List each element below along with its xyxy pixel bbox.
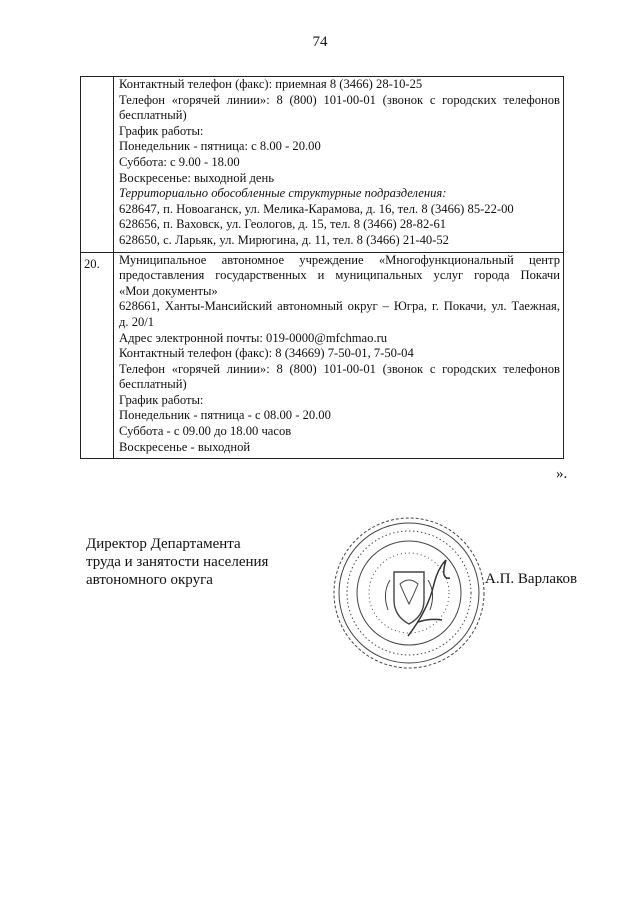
schedule-sunday: Воскресенье: выходной день — [119, 170, 274, 185]
subdivision-address: 628647, п. Новоаганск, ул. Мелика-Карамова, д. 16, тел. 8 (3466) 85-22-00 — [119, 201, 514, 216]
schedule-weekdays: Понедельник - пятница: с 8.00 - 20.00 — [119, 139, 321, 154]
schedule-heading: График работы: — [119, 392, 204, 407]
table-row — [81, 252, 564, 459]
address-line: 628661, Ханты-Мансийский автономный округ – Югра, г. Покачи, ул. Таежная, — [119, 299, 560, 314]
org-name-line: «Мои документы» — [119, 283, 218, 298]
contact-phone-line: Контактный телефон (факс): 8 (34669) 7-50-01, 7-50-04 — [119, 346, 414, 361]
subdivision-address: 628650, с. Ларьяк, ул. Мирюгина, д. 11, тел. 8 (3466) 21-40-52 — [119, 232, 449, 247]
signature-title-line: труда и занятости населения — [86, 554, 269, 570]
address-line: д. 20/1 — [119, 314, 155, 329]
contact-phone-line: Контактный телефон (факс): приемная 8 (3466) 28-10-25 — [119, 77, 423, 91]
page-number: 74 — [312, 34, 328, 50]
schedule-saturday: Суббота - с 09.00 до 18.00 часов — [119, 424, 292, 439]
organizations-table — [80, 76, 564, 459]
table-row — [81, 77, 564, 253]
org-name-line: предоставления государственных и муниципальных услуг города Покачи — [119, 268, 560, 283]
row-number: 20. — [81, 252, 114, 459]
hotline-line: Телефон «горячей линии»: 8 (800) 101-00-01 (звонок с городских телефонов — [119, 92, 560, 107]
hotline-free-line: бесплатный) — [119, 377, 187, 392]
signature-title-line: Директор Департамента — [86, 536, 241, 552]
row-number — [81, 77, 114, 253]
org-name-line: Муниципальное автономное учреждение «Многофункциональный центр — [119, 252, 560, 267]
schedule-sunday: Воскресенье - выходной — [119, 439, 251, 454]
schedule-saturday: Суббота: с 9.00 - 18.00 — [119, 154, 240, 169]
subdivisions-heading: Территориально обособленные структурные подразделения: — [119, 186, 447, 201]
signature-title-line: автономного округа — [86, 572, 213, 588]
schedule-weekdays: Понедельник - пятница - с 08.00 - 20.00 — [119, 408, 331, 423]
signer-name: А.П. Варлаков — [485, 571, 578, 587]
signature-title — [86, 535, 268, 589]
row-content — [114, 77, 564, 253]
closing-quote: ». — [556, 466, 568, 482]
schedule-heading: График работы: — [119, 123, 204, 138]
row-content — [114, 252, 564, 459]
email-line: Адрес электронной почты: 019-0000@mfchmao.ru — [119, 330, 388, 345]
subdivision-address: 628656, п. Ваховск, ул. Геологов, д. 15, тел. 8 (3466) 28-82-61 — [119, 217, 447, 232]
official-seal-stamp — [330, 514, 488, 672]
hotline-line: Телефон «горячей линии»: 8 (800) 101-00-01 (звонок с городских телефонов — [119, 361, 560, 376]
hotline-free-line: бесплатный) — [119, 108, 187, 123]
